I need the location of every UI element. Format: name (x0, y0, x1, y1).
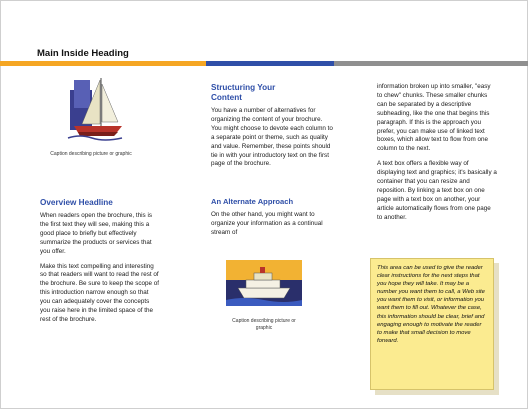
image-caption: Caption describing picture or graphic (232, 318, 296, 331)
header-bar-blue (206, 62, 334, 66)
structuring-content-headline: Structuring Your Content (211, 83, 276, 102)
sailboat-image (60, 76, 130, 144)
column3-body (377, 83, 497, 229)
body-paragraph: When readers open the brochure, this is the first text they will see, making this a good place to briefly but effectively summarize the products or services that you offer. (40, 212, 153, 255)
image-caption: Caption describing picture or graphic (50, 151, 132, 157)
alternate-approach-body: On the other hand, you might want to organize your information as a continual stream of (211, 211, 323, 236)
overview-headline: Overview Headline (40, 198, 113, 207)
body-paragraph: Make this text compelling and interesting so that readers will want to read the rest of the brochure. Be sure to keep the scope of this introduction narrow enough so that you can adequately cover the concepts you raise here in the limited space of the rest of the brochure. (40, 262, 160, 323)
header-bar-gray (334, 62, 528, 66)
header-bar-orange (0, 62, 206, 66)
main-heading: Main Inside Heading (37, 48, 129, 59)
body-paragraph: A text box offers a flexible way of displaying text and graphics; it's basically a container that you can resize and reposition. By linking a text box on one page with a text box on another, your article automatically flows from one page to another. (377, 160, 497, 221)
alternate-approach-headline: An Alternate Approach (211, 197, 294, 206)
cruise-ship-image (224, 258, 304, 308)
structuring-body (211, 107, 334, 175)
body-paragraph: You have a number of alternatives for organizing the content of your brochure. You might choose to devote each column to a separate point or theme, such as quality and value. Remember, these points should tie in with your introductory text on the first page of the brochure. (211, 107, 333, 168)
callout-box (370, 258, 499, 395)
callout-text: This area can be used to give the reader clear instructions for the next steps that you hope they will take. It may be a number you want them to call, a Web site you want them to visit, or information you want them to fill out. Whatever the case, this information should be clear, brief and engaging enough to motivate the reader to make that small decision to move forward. (370, 258, 494, 390)
body-paragraph: information broken up into smaller, "easy to chew" chunks. These smaller chunks can be separated by a descriptive subheading, like the one that begins this paragraph. If this is the approach you prefer, you can make use of linked text boxes, which allow text to flow from one column to the next. (377, 83, 491, 153)
overview-body (40, 212, 160, 331)
